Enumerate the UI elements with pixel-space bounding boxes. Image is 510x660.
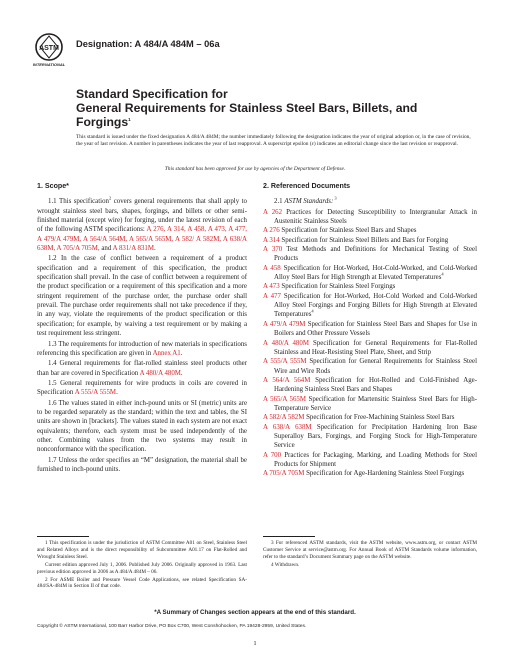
reference-code-link[interactable]: A 565/A 565M <box>263 395 306 403</box>
reference-title: Specification for Precipitation Hardening Iron Base Superalloy Bars, Forgings, and Forging Stock for High-Temperature Service <box>274 423 477 450</box>
reference-item <box>263 264 477 283</box>
spec-links[interactable]: A 276, A 314, A 458, A 473, A 477, A 479/A 479M, A 564/A 564M, A 565/A 565M, A 582/ A 582M, A 638/A 638M, A 705/A 705M, <box>37 226 247 253</box>
reference-code-link[interactable]: A 262 <box>263 208 283 216</box>
reference-item <box>263 451 477 470</box>
reference-title: Specification for General Requirements for Stainless Steel Wire and Wire Rods <box>274 358 477 375</box>
paragraph-1-5 <box>37 379 247 398</box>
footnote-3: 3 For referenced ASTM standards, visit the ASTM website, www.astm.org, or contact ASTM Customer Service at service@astm.org. For Annual Book of ASTM Standards volume information, refer to the standard’s Document Summary page on the ASTM website. <box>263 540 477 560</box>
logo-text: INTERNATIONAL <box>32 62 66 67</box>
reference-code-link[interactable]: A 276 <box>263 227 280 235</box>
reference-item <box>263 245 477 264</box>
reference-item <box>263 413 477 422</box>
footnote-1-edition: Current edition approved July 1, 2006. Published July 2006. Originally approved in 1963. Last previous edition approved in 2006 as A 484/A 484M – 06. <box>37 561 247 575</box>
paragraph-1-7: 1.7 Unless the order specifies an “M” designation, the material shall be furnished to inch-pound units. <box>37 456 247 473</box>
issued-note: This standard is issued under the fixed designation A 484/A 484M; the number immediately following the designation indicates the year of original adoption or, in the case of revision, the year of last revision. A number in parentheses indicates the year of last reapproval. A superscript epsilon (ε) indicates an editorial change since the last revision or reapproval. <box>76 134 471 148</box>
reference-item <box>263 226 477 235</box>
footnote-2: 2 For ASME Boiler and Pressure Vessel Code Applications, see related Specification SA-484/SA-484M in Section II of that code. <box>37 576 247 590</box>
p1-5-text-b: . <box>116 389 118 397</box>
right-column <box>263 182 477 479</box>
reference-item <box>263 469 477 478</box>
astm-standards-subheading <box>263 197 477 206</box>
designation: Designation: A 484/A 484M – 06a <box>76 39 220 49</box>
reference-code-link[interactable]: A 555/A 555M <box>263 358 307 366</box>
reference-title: Practices for Detecting Susceptibility to Intergranular Attack in Austenitic Stainless Steels <box>274 208 478 226</box>
reference-title: Specification for Martensitic Stainless Steel Bars for High-Temperature Service <box>274 395 477 412</box>
copyright: Copyright © ASTM International, 100 Barr Harbor Drive, PO Box C700, West Conshohocken, PA 19428-2959, United States. <box>37 624 307 629</box>
p1-5-text-a: 1.5 General requirements for wire products in coils are covered in Specification <box>37 379 247 397</box>
reference-title: Specification for Free-Machining Stainless Steel Bars <box>304 414 455 422</box>
footnote-rule-right <box>263 536 315 537</box>
footnote-rule-left <box>37 536 89 537</box>
svg-text:ASTM: ASTM <box>39 45 59 52</box>
paragraph-1-3 <box>37 340 247 359</box>
reference-item <box>263 339 477 358</box>
reference-title: Specification for General Requirements for Flat-Rolled Stainless and Heat-Resisting Steel Plate, Sheet, and Strip <box>274 339 477 356</box>
footnote-1: 1 This specification is under the jurisdiction of ASTM Committee A01 on Steel, Stainless Steel and Related Alloys and is the direct responsibility of Subcommittee A01.17 on Flat-Rolled and Wrought Stainless Steel. <box>37 540 247 560</box>
document-title <box>76 88 476 129</box>
reference-title: Specification for Stainless Steel Bars and Shapes <box>279 227 417 235</box>
reference-title: Specification for Stainless Steel Forgings <box>279 283 396 291</box>
p1-3-text-a: 1.3 The requirements for introduction of new materials in specifications referencing this specification are given in <box>37 340 247 357</box>
page-number: 1 <box>253 640 257 647</box>
astm-logo-graphic <box>34 30 64 76</box>
left-column <box>37 182 247 475</box>
reference-code-link[interactable]: A 480/A 480M <box>263 339 309 347</box>
dod-note: This standard has been approved for use by agencies of the Department of Defense. <box>164 166 346 172</box>
reference-title: Specification for Stainless Steel Bars and Shapes for Use in Boilers and Other Pressure Vessels <box>274 320 478 338</box>
p1-4-text-b: . <box>180 369 183 377</box>
p1-1-text-a: 1.1 This specification <box>48 198 109 206</box>
reference-footnote-mark[interactable]: 4 <box>311 309 314 315</box>
footnote-2-mark[interactable]: 2 <box>108 196 112 202</box>
reference-item <box>263 357 477 376</box>
title-line-2: General Requirements for Stainless Steel Bars, Billets, and <box>76 100 418 115</box>
reference-item <box>263 320 477 339</box>
reference-code-link[interactable]: A 370 <box>263 246 283 254</box>
reference-footnote-mark[interactable]: 4 <box>441 271 444 277</box>
reference-title: Test Methods and Definitions for Mechanical Testing of Steel Products <box>274 246 477 263</box>
reference-code-link[interactable]: A 314 <box>263 236 280 244</box>
reference-code-link[interactable]: A 477 <box>263 292 281 300</box>
paragraph-1-6: 1.6 The values stated in either inch-pound units or SI (metric) units are to be regarded separately as the standard; within the text and tables, the SI units are shown in [brackets]. The values stated in each system are not exact equivalents; therefore, each system must be used independently of the other. Combining values from the two systems may result in nonconformance with the specification. <box>37 399 247 454</box>
footnotes-right <box>263 540 477 570</box>
footnotes-left <box>37 540 247 591</box>
section-1-heading: 1. Scope* <box>37 182 69 190</box>
paragraph-1-1 <box>37 197 247 253</box>
paragraph-1-2: 1.2 In the case of conflict between a requirement of a product specification and a requirement of this specification, the product specification shall prevail. In the case of conflict between a requirement of the product specification or a requirement of this specification and a more stringent requirement of the purchase order, the purchase order shall prevail. The purchase order requirements shall not take precedence if they, in any way, violate the requirements of the product specification or this specification; for example, by waiving a test requirement or by making a test requirement less stringent. <box>37 255 247 338</box>
reference-title: Specification for Hot-Worked, Hot-Cold Worked and Cold-Worked Alloy Steel Forgings and Forging Billets for High Strength at Elevated Temperatures <box>274 292 477 319</box>
astm-logo <box>34 30 64 76</box>
reference-code-link[interactable]: A 638/A 638M <box>263 423 312 431</box>
reference-title: Specification for Age-Hardening Stainless Steel Forgings <box>304 470 465 478</box>
annex-a1-link[interactable]: Annex A1 <box>152 349 181 357</box>
reference-title: Practices for Packaging, Marking, and Loading Methods for Steel Products for Shipment <box>274 451 477 468</box>
reference-title: Specification for Hot-Rolled and Cold-Finished Age-Hardening Stainless Steel Bars and Shapes <box>274 376 477 394</box>
reference-code-link[interactable]: A 479/A 479M <box>263 320 306 328</box>
reference-code-link[interactable]: A 564/A 564M <box>263 376 311 384</box>
reference-code-link[interactable]: A 700 <box>263 451 282 459</box>
footnote-4: 4 Withdrawn. <box>271 561 300 568</box>
paragraph-1-4 <box>37 359 247 378</box>
reference-item <box>263 395 477 414</box>
p1-1-text-d: . <box>153 245 156 253</box>
title-line-1: Standard Specification for <box>76 87 228 101</box>
reference-item <box>263 292 477 320</box>
footnote-3-mark[interactable]: 3 <box>333 196 337 202</box>
reference-item <box>263 208 477 227</box>
reference-item <box>263 282 477 291</box>
sub-title: ASTM Standards: <box>284 198 334 206</box>
title-line-3-text: Forgings <box>76 114 129 129</box>
reference-item <box>263 376 477 395</box>
reference-title: Specification for Hot-Worked, Hot-Cold-Worked, and Cold-Worked Alloy Steel Bars for High Strength at Elevated Temperatures <box>274 264 477 282</box>
spec-link-a831[interactable]: A 831/A 831M <box>112 245 154 253</box>
reference-code-link[interactable]: A 458 <box>263 264 281 272</box>
reference-code-link[interactable]: A 473 <box>263 283 280 291</box>
reference-item <box>263 236 477 245</box>
reference-list <box>263 208 477 479</box>
reference-code-link[interactable]: A 582/A 582M <box>263 414 305 422</box>
summary-of-changes-note: *A Summary of Changes section appears at the end of this standard. <box>154 609 356 616</box>
section-2-heading: 2. Referenced Documents <box>263 182 351 190</box>
reference-code-link[interactable]: A 705/A 705M <box>263 470 305 478</box>
sub-number: 2.1 <box>274 198 285 206</box>
reference-title: Specification for Stainless Steel Billets and Bars for Forging <box>279 236 449 244</box>
p1-3-text-b: . <box>180 349 183 357</box>
spec-link-a480[interactable]: A 480/A 480M <box>139 369 181 377</box>
p1-1-text-c: and <box>99 245 113 253</box>
spec-link-a555[interactable]: A 555/A 555M <box>74 389 117 397</box>
reference-item <box>263 423 477 451</box>
p1-1-text-b: covers general requirements that shall apply to wrought stainless steel bars, shapes, forgings, and billets or other semi-finished material (except wire) for forging, under the latest revision of each of the following ASTM specifications: <box>37 198 248 234</box>
title-footnote-mark[interactable]: 1 <box>128 116 131 122</box>
title-line-3 <box>76 116 476 130</box>
p1-4-text-a: 1.4 General requirements for flat-rolled stainless steel products other than bar are covered in Specification <box>37 360 247 377</box>
